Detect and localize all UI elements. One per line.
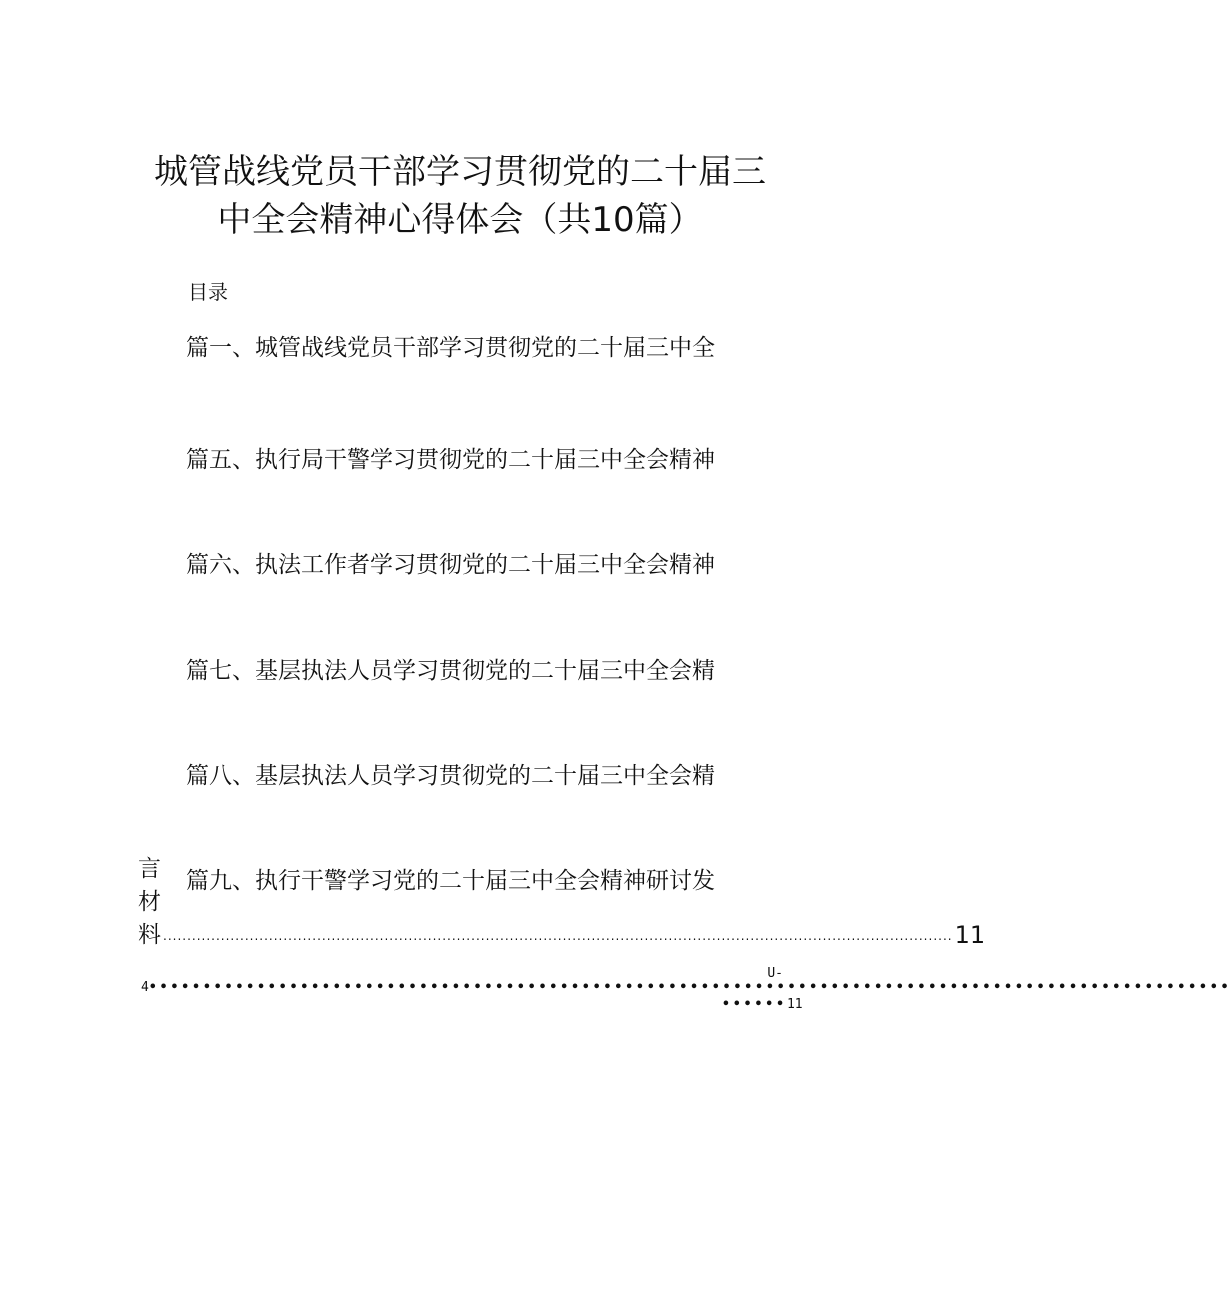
toc-continuation-text: 言材料 (138, 856, 161, 948)
scan-artifact-dots-short: •••••• (722, 997, 787, 1012)
scan-artifact-dots-line (141, 980, 1232, 998)
toc-entry-7[interactable]: 篇七、基层执法人员学习贯彻党的二十届三中全会精 (186, 658, 715, 684)
toc-entry-9[interactable]: 篇九、执行干警学习党的二十届三中全会精神研讨发 (186, 868, 715, 894)
scan-artifact-top-right: U- (767, 966, 783, 981)
toc-entry-6[interactable]: 篇六、执法工作者学习贯彻党的二十届三中全会精神 (186, 552, 715, 578)
toc-leader-dots: .................................................................................................................................................................... (163, 929, 953, 943)
scan-artifact-left-number: 4 (141, 980, 149, 995)
scan-artifact-dots-line-2 (722, 997, 803, 1012)
toc-page-number: 11 (954, 921, 986, 949)
scan-artifact-page-number: 11 (786, 997, 803, 1012)
toc-heading: 目录 (188, 280, 228, 304)
toc-entry-8[interactable]: 篇八、基层执法人员学习贯彻党的二十届三中全会精 (186, 763, 715, 789)
document-title-line-2: 中全会精神心得体会（共10篇） (217, 200, 703, 240)
scan-artifact-dots: •••••••••••••••••••••••••••••••••••••••••••••••••••••••••••••••••••••••••••••••••••••••••••••••••••• (148, 980, 1232, 995)
toc-entry-5[interactable]: 篇五、执行局干警学习贯彻党的二十届三中全会精神 (186, 447, 715, 473)
document-title-line-1: 城管战线党员干部学习贯彻党的二十届三 (154, 152, 766, 192)
toc-entry-1[interactable]: 篇一、城管战线党员干部学习贯彻党的二十届三中全 (186, 335, 715, 361)
